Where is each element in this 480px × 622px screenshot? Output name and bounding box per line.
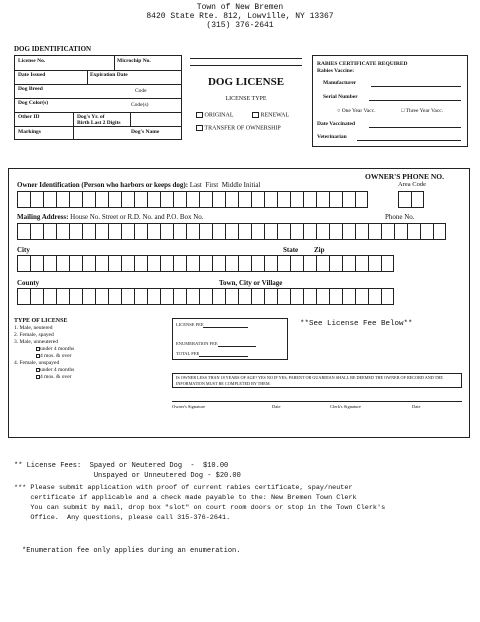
renewal-option[interactable] xyxy=(252,112,289,118)
transfer-label: TRANSFER OF OWNERSHIP xyxy=(204,125,281,132)
input-cell[interactable] xyxy=(381,223,394,240)
input-cell[interactable] xyxy=(82,255,95,272)
one-year-label: One Year Vacc. xyxy=(341,108,376,114)
city-label: City xyxy=(17,246,30,254)
input-cell[interactable] xyxy=(108,255,121,272)
input-cell[interactable] xyxy=(173,255,186,272)
county-cells[interactable] xyxy=(17,288,394,305)
input-cell[interactable] xyxy=(69,223,82,240)
town-address: 8420 State Rte. 812, Lowville, NY 13367 xyxy=(146,12,334,21)
input-cell[interactable] xyxy=(121,191,134,208)
type-item[interactable]: 4 mos. & over xyxy=(14,353,74,360)
input-cell[interactable] xyxy=(82,288,95,305)
input-cell[interactable] xyxy=(173,223,186,240)
input-cell[interactable] xyxy=(30,191,43,208)
input-cell[interactable] xyxy=(251,223,264,240)
three-year-option[interactable]: □ Three Year Vacc. xyxy=(401,108,444,114)
input-cell[interactable] xyxy=(342,191,355,208)
input-cell[interactable] xyxy=(212,288,225,305)
middle-label: Middle Initial xyxy=(221,181,261,189)
microchip-label: Microchip No. xyxy=(117,58,151,64)
input-cell[interactable] xyxy=(264,223,277,240)
input-cell[interactable] xyxy=(56,223,69,240)
dogs-name-label: Dog's Name xyxy=(131,129,160,135)
input-cell[interactable] xyxy=(225,288,238,305)
input-cell[interactable] xyxy=(108,288,121,305)
input-cell[interactable] xyxy=(199,288,212,305)
input-cell[interactable] xyxy=(82,223,95,240)
renewal-checkbox[interactable] xyxy=(252,112,259,118)
date1-label: Date xyxy=(272,404,281,409)
last-label: Last xyxy=(189,181,202,189)
input-cell[interactable] xyxy=(134,288,147,305)
mailing-label xyxy=(17,213,204,221)
input-cell[interactable] xyxy=(95,223,108,240)
see-fee-note: **See License Fee Below** xyxy=(300,320,413,328)
input-cell[interactable] xyxy=(30,288,43,305)
town-phone: (315) 376-2641 xyxy=(206,21,274,30)
transfer-option[interactable] xyxy=(196,125,281,131)
input-cell[interactable] xyxy=(251,255,264,272)
input-cell[interactable] xyxy=(329,288,342,305)
type-item[interactable]: 1. Male, neutered xyxy=(14,325,53,331)
transfer-checkbox[interactable] xyxy=(196,125,203,131)
input-cell[interactable] xyxy=(329,255,342,272)
input-cell[interactable] xyxy=(290,191,303,208)
input-cell[interactable] xyxy=(251,191,264,208)
input-cell[interactable] xyxy=(43,255,56,272)
owner-signature-label: Owner's Signature xyxy=(172,404,206,409)
input-cell[interactable] xyxy=(134,255,147,272)
input-cell[interactable] xyxy=(147,288,160,305)
input-cell[interactable] xyxy=(264,255,277,272)
dog-breed-label: Dog Breed xyxy=(18,86,43,92)
input-cell[interactable] xyxy=(433,223,446,240)
area-code-label: Area Code xyxy=(398,181,426,188)
birth-digits-label: Birth Last 2 Digits xyxy=(77,120,121,126)
input-cell[interactable] xyxy=(316,191,329,208)
input-cell[interactable] xyxy=(303,191,316,208)
rabies-title: RABIES CERTIFICATE REQUIRED xyxy=(317,61,408,67)
age-notice: IS OWNER LESS THAN 18 YEARS OF AGE? YES NO IF YES, PARENT OR GUARDIAN SHALL BE DEEMED THE OWNER OF RECORD AND THE INFORMATION MUST BE COMPLETED BY THEM. xyxy=(172,373,462,388)
input-cell[interactable] xyxy=(82,191,95,208)
input-cell[interactable] xyxy=(355,288,368,305)
input-cell[interactable] xyxy=(173,191,186,208)
input-cell[interactable] xyxy=(225,191,238,208)
input-cell[interactable] xyxy=(277,288,290,305)
input-cell[interactable] xyxy=(69,191,82,208)
input-cell[interactable] xyxy=(329,223,342,240)
input-cell[interactable] xyxy=(290,255,303,272)
type-item[interactable]: under 4 months xyxy=(14,346,74,353)
county-label: County xyxy=(17,279,40,287)
input-cell[interactable] xyxy=(95,191,108,208)
input-cell[interactable] xyxy=(160,223,173,240)
input-cell[interactable] xyxy=(121,255,134,272)
dog-id-box xyxy=(14,55,182,140)
input-cell[interactable] xyxy=(264,191,277,208)
input-cell[interactable] xyxy=(277,191,290,208)
input-cell[interactable] xyxy=(368,223,381,240)
input-cell[interactable] xyxy=(238,223,251,240)
dogs-yr-label: Dog's Yr. of xyxy=(77,114,105,120)
input-cell[interactable] xyxy=(238,255,251,272)
type-item[interactable]: 3. Male, unneutered xyxy=(14,339,58,345)
state-label: State xyxy=(283,246,299,254)
license-no-label: License No. xyxy=(18,58,46,64)
phone-no-label: Phone No. xyxy=(385,213,415,221)
input-cell[interactable] xyxy=(368,288,381,305)
input-cell[interactable] xyxy=(134,191,147,208)
input-cell[interactable] xyxy=(17,288,30,305)
input-cell[interactable] xyxy=(277,255,290,272)
one-year-option[interactable]: ○ One Year Vacc. xyxy=(337,108,376,114)
type-item[interactable]: 4. Female, unspayed xyxy=(14,360,60,366)
date2-label: Date xyxy=(412,404,421,409)
input-cell[interactable] xyxy=(147,255,160,272)
input-cell[interactable] xyxy=(121,223,134,240)
input-cell[interactable] xyxy=(212,255,225,272)
input-cell[interactable] xyxy=(69,255,82,272)
input-cell[interactable] xyxy=(316,255,329,272)
input-cell[interactable] xyxy=(225,223,238,240)
input-cell[interactable] xyxy=(303,223,316,240)
mailing-text: Mailing Address: xyxy=(17,213,69,221)
input-cell[interactable] xyxy=(30,223,43,240)
input-cell[interactable] xyxy=(277,223,290,240)
town-name: Town of New Bremen xyxy=(196,3,284,12)
type-item[interactable]: 2. Female, spayed xyxy=(14,332,54,338)
input-cell[interactable] xyxy=(17,191,30,208)
input-cell[interactable] xyxy=(368,255,381,272)
input-cell[interactable] xyxy=(251,288,264,305)
input-cell[interactable] xyxy=(134,223,147,240)
input-cell[interactable] xyxy=(186,255,199,272)
code-label: Code xyxy=(135,88,147,94)
input-cell[interactable] xyxy=(43,288,56,305)
input-cell[interactable] xyxy=(394,223,407,240)
input-cell[interactable] xyxy=(147,223,160,240)
input-cell[interactable] xyxy=(95,288,108,305)
input-cell[interactable] xyxy=(43,191,56,208)
input-cell[interactable] xyxy=(43,223,56,240)
instructions-note: *** Please submit application with proof of current rabies certificate, spay/neuter certificate if applicable and a check made payable to the: New Bremen Town Clerk You can submit by mail, drop box "slot" on court room doors or stop in the Town Clerk's Office. Any questions, please call 315-376-2641. xyxy=(14,484,386,522)
codes-label: Code(s) xyxy=(131,102,149,108)
fee-box xyxy=(172,318,288,360)
input-cell[interactable] xyxy=(160,255,173,272)
input-cell[interactable] xyxy=(95,255,108,272)
input-cell[interactable] xyxy=(411,191,424,208)
input-cell[interactable] xyxy=(290,288,303,305)
serial-label: Serial Number xyxy=(323,94,358,100)
dog-color-label: Dog Color(s) xyxy=(18,100,49,106)
area-code-cells[interactable] xyxy=(398,191,424,208)
first-label: First xyxy=(205,181,219,189)
input-cell[interactable] xyxy=(225,255,238,272)
input-cell[interactable] xyxy=(238,191,251,208)
input-cell[interactable] xyxy=(342,223,355,240)
input-cell[interactable] xyxy=(186,288,199,305)
input-cell[interactable] xyxy=(316,288,329,305)
type-item[interactable]: under 4 months xyxy=(14,367,74,374)
input-cell[interactable] xyxy=(56,255,69,272)
input-cell[interactable] xyxy=(186,191,199,208)
city-cells[interactable] xyxy=(17,255,394,272)
zip-label: Zip xyxy=(314,246,325,254)
input-cell[interactable] xyxy=(160,288,173,305)
fees-note: ** License Fees: Spayed or Neutered Dog - $10.00 Unspayed or Unneutered Dog - $20.00 xyxy=(14,462,241,480)
input-cell[interactable] xyxy=(56,191,69,208)
input-cell[interactable] xyxy=(290,223,303,240)
original-option[interactable] xyxy=(196,112,234,118)
type-title: TYPE OF LICENSE xyxy=(14,318,68,324)
town-label: Town, City or Village xyxy=(219,279,283,287)
mailing-cells[interactable] xyxy=(17,223,446,240)
veterinarian-label: Veterinarian xyxy=(317,134,347,140)
original-checkbox[interactable] xyxy=(196,112,203,118)
input-cell[interactable] xyxy=(147,191,160,208)
input-cell[interactable] xyxy=(329,191,342,208)
input-cell[interactable] xyxy=(407,223,420,240)
date-vaccinated-label: Date Vaccinated xyxy=(317,121,356,127)
license-fee-label: LICENSE FEE xyxy=(176,322,204,327)
date-issued-label: Date Issued xyxy=(18,72,46,78)
input-cell[interactable] xyxy=(69,288,82,305)
rabies-vaccine-label: Rabies Vaccine: xyxy=(317,68,355,74)
enumeration-fee-label: ENUMERATION FEE xyxy=(176,341,218,346)
renewal-label: RENEWAL xyxy=(260,112,290,119)
input-cell[interactable] xyxy=(30,255,43,272)
input-cell[interactable] xyxy=(173,288,186,305)
manufacturer-label: Manufacturer xyxy=(323,80,357,86)
owner-id-label xyxy=(17,181,260,189)
input-cell[interactable] xyxy=(355,223,368,240)
type-item[interactable]: 4 mos. & over xyxy=(14,374,74,381)
other-id-label: Other ID xyxy=(18,114,40,120)
input-cell[interactable] xyxy=(121,288,134,305)
input-cell[interactable] xyxy=(108,191,121,208)
clerk-signature-label: Clerk's Signature xyxy=(330,404,361,409)
enumeration-note: *Enumeration fee only applies during an enumeration. xyxy=(22,547,241,555)
input-cell[interactable] xyxy=(342,288,355,305)
input-cell[interactable] xyxy=(108,223,121,240)
input-cell[interactable] xyxy=(186,223,199,240)
input-cell[interactable] xyxy=(199,255,212,272)
input-cell[interactable] xyxy=(355,191,368,208)
license-type-label: LICENSE TYPE xyxy=(225,96,267,102)
input-cell[interactable] xyxy=(160,191,173,208)
rabies-box xyxy=(312,55,468,147)
input-cell[interactable] xyxy=(381,288,394,305)
owner-name-cells[interactable] xyxy=(17,191,368,208)
input-cell[interactable] xyxy=(212,223,225,240)
input-cell[interactable] xyxy=(17,255,30,272)
input-cell[interactable] xyxy=(238,288,251,305)
input-cell[interactable] xyxy=(303,255,316,272)
owner-phone-title: OWNER'S PHONE NO. xyxy=(365,172,444,181)
input-cell[interactable] xyxy=(199,223,212,240)
input-cell[interactable] xyxy=(398,191,411,208)
total-fee-label: TOTAL FEE xyxy=(176,351,200,356)
markings-label: Markings xyxy=(18,129,41,135)
type-list xyxy=(14,325,74,381)
input-cell[interactable] xyxy=(17,223,30,240)
expiration-label: Expiration Date xyxy=(90,72,128,78)
three-year-label: Three Year Vacc. xyxy=(405,108,444,114)
input-cell[interactable] xyxy=(355,255,368,272)
input-cell[interactable] xyxy=(381,255,394,272)
owner-id-text: Owner Identification (Person who harbors or keeps dog): xyxy=(17,181,189,189)
dog-id-title: DOG IDENTIFICATION xyxy=(14,45,92,53)
input-cell[interactable] xyxy=(342,255,355,272)
input-cell[interactable] xyxy=(264,288,277,305)
input-cell[interactable] xyxy=(199,191,212,208)
input-cell[interactable] xyxy=(212,191,225,208)
input-cell[interactable] xyxy=(56,288,69,305)
input-cell[interactable] xyxy=(316,223,329,240)
input-cell[interactable] xyxy=(303,288,316,305)
original-label: ORIGINAL xyxy=(204,112,234,119)
input-cell[interactable] xyxy=(420,223,433,240)
dog-license-title: DOG LICENSE xyxy=(207,76,285,88)
mailing-hint: House No. Street or R.D. No. and P.O. Box No. xyxy=(70,213,204,221)
